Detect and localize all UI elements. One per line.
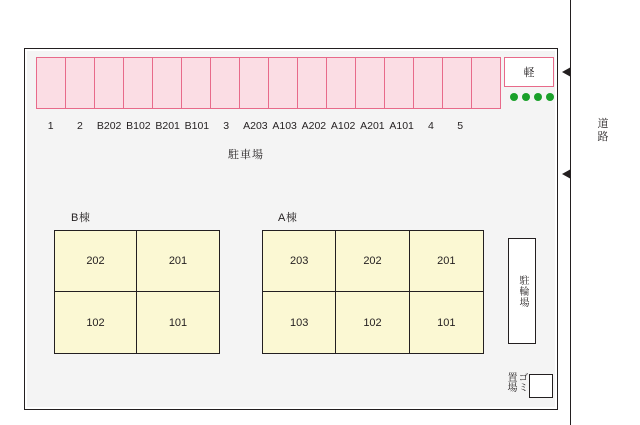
parking-stall xyxy=(443,58,472,108)
parking-stall xyxy=(269,58,298,108)
parking-stall-label: 1 xyxy=(47,120,54,132)
kei-car-stall: 軽 xyxy=(504,57,554,87)
parking-stall-label: 2 xyxy=(76,120,83,132)
parking-stall xyxy=(66,58,95,108)
unit-cell: 201 xyxy=(410,231,483,292)
parking-stall xyxy=(182,58,211,108)
unit-cell: 102 xyxy=(336,292,409,353)
green-dot-icon xyxy=(510,93,518,101)
parking-stall-label: A201 xyxy=(360,120,385,132)
building-b-title: B棟 xyxy=(71,212,91,224)
parking-area-caption: 駐車場 xyxy=(228,149,264,161)
parking-stall xyxy=(95,58,124,108)
road-boundary-line xyxy=(570,0,571,425)
building-a xyxy=(262,230,484,354)
parking-stall xyxy=(124,58,153,108)
green-dot-icon xyxy=(522,93,530,101)
unit-cell: 101 xyxy=(437,316,456,329)
unit-cell: 202 xyxy=(336,231,409,292)
road-label: 道路 xyxy=(597,118,609,143)
unit-cell: 201 xyxy=(137,231,219,292)
parking-stall xyxy=(385,58,414,108)
parking-stall-label: A103 xyxy=(272,120,297,132)
parking-stall xyxy=(472,58,500,108)
parking-stall-label: A101 xyxy=(389,120,414,132)
bicycle-parking-area xyxy=(508,238,536,344)
parking-stall-label: B202 xyxy=(96,120,122,132)
trash-area-label: ゴミ置場 xyxy=(505,372,527,392)
building-a-title: A棟 xyxy=(278,212,298,224)
parking-stall xyxy=(240,58,269,108)
road-direction-arrow-bottom xyxy=(562,169,571,179)
parking-stall xyxy=(414,58,443,108)
unit-cell: 203 xyxy=(263,231,336,292)
parking-stall xyxy=(298,58,327,108)
unit-cell: 101 xyxy=(168,316,188,329)
parking-stalls-strip xyxy=(36,57,501,109)
unit-cell: 202 xyxy=(55,231,137,292)
green-dot-markers xyxy=(510,92,554,102)
bicycle-parking-label: 駐輪場 xyxy=(517,274,528,308)
road-direction-arrow-top xyxy=(562,67,571,77)
parking-stall-label: B101 xyxy=(184,120,210,132)
parking-stall xyxy=(153,58,182,108)
parking-stall xyxy=(327,58,356,108)
parking-stall-labels xyxy=(36,120,504,134)
building-b xyxy=(54,230,220,354)
unit-cell: 102 xyxy=(55,292,137,353)
parking-stall-label: B102 xyxy=(126,120,151,132)
parking-stall xyxy=(211,58,240,108)
green-dot-icon xyxy=(534,93,542,101)
trash-area-box xyxy=(529,374,553,398)
parking-stall-label: B201 xyxy=(155,120,180,132)
parking-stall-label: 3 xyxy=(223,120,230,132)
parking-stall-label: 4 xyxy=(427,120,434,132)
parking-stall xyxy=(356,58,385,108)
parking-stall-label: A202 xyxy=(301,120,327,132)
unit-cell: 103 xyxy=(263,292,336,353)
parking-stall-label xyxy=(475,120,504,134)
parking-stall-label: A102 xyxy=(330,120,356,132)
green-dot-icon xyxy=(546,93,554,101)
parking-stall-label: A203 xyxy=(243,120,268,132)
parking-stall xyxy=(37,58,66,108)
parking-stall-label: 5 xyxy=(457,120,464,132)
